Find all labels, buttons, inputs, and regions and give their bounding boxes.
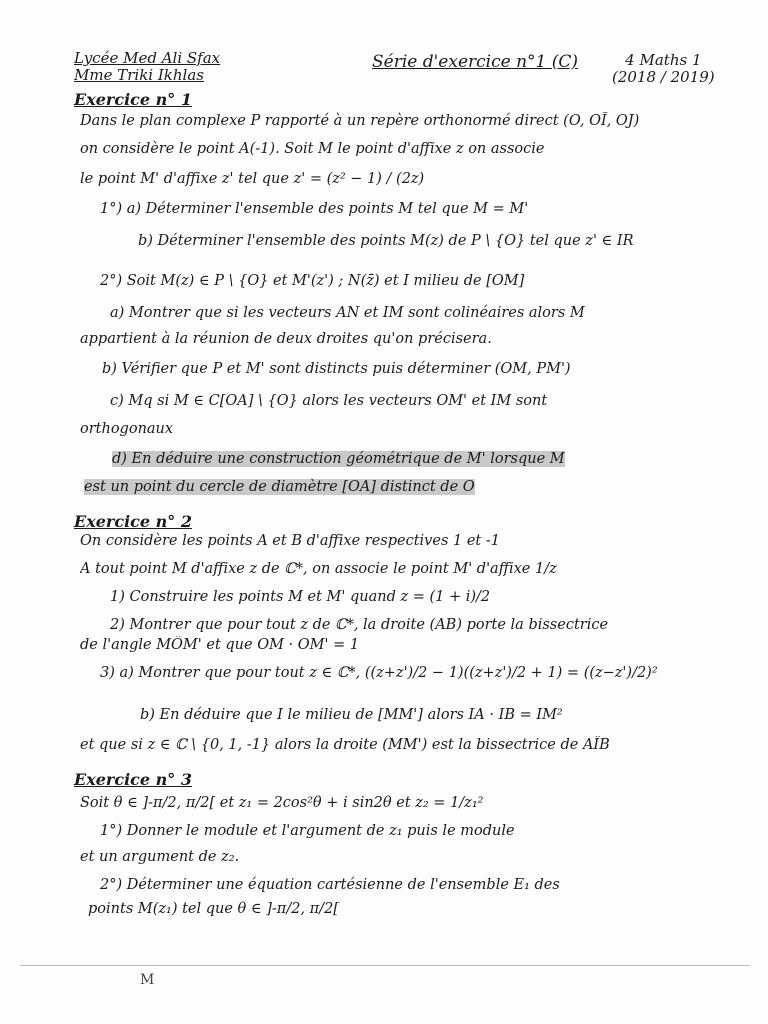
ex1-line-highlighted [84, 478, 744, 496]
exercise-1-title: Exercice n° 1 [74, 90, 192, 109]
ex2-line: 1) Construire les points M et M' quand z = (1 + i)/2 [110, 589, 491, 605]
ex2-line: On considère les points A et B d'affixe respectives 1 et -1 [80, 533, 500, 549]
ex2-line: b) En déduire que I le milieu de [MM'] alors IA · IB = IM² [140, 707, 563, 723]
ex2-line: 3) a) Montrer que pour tout z ∈ ℂ*, ((z+z')/2 − 1)((z+z')/2 + 1) = ((z−z')/2)² [100, 665, 658, 681]
ex1-line: on considère le point A(-1). Soit M le point d'affixe z on associe [80, 141, 545, 157]
highlighted-text: est un point du cercle de diamètre [OA] distinct de O [84, 479, 475, 495]
class-label: 4 Maths 1 [625, 51, 702, 69]
ex1-line: b) Déterminer l'ensemble des points M(z) de P \ {O} tel que z' ∈ IR [138, 233, 634, 249]
scan-divider-line [20, 965, 750, 966]
school-name: Lycée Med Ali Sfax [74, 49, 221, 67]
ex1-line: 1°) a) Déterminer l'ensemble des points M tel que M = M' [100, 201, 529, 217]
ex2-line: A tout point M d'affixe z de ℂ*, on associe le point M' d'affixe 1/z [80, 561, 557, 577]
school-year: (2018 / 2019) [612, 68, 715, 86]
ex1-line: le point M' d'affixe z' tel que z' = (z² − 1) / (2z) [80, 171, 425, 187]
highlighted-text: d) En déduire une construction géométrique de M' lorsque M [112, 451, 565, 467]
ex1-line: a) Montrer que si les vecteurs AN et IM sont colinéaires alors M [110, 305, 585, 321]
footer-mark: M [140, 972, 155, 988]
exercise-2-title: Exercice n° 2 [74, 512, 192, 531]
ex1-line: orthogonaux [80, 421, 174, 437]
ex1-line: b) Vérifier que P et M' sont distincts puis déterminer (OM, PM') [102, 361, 571, 377]
ex1-line: appartient à la réunion de deux droites qu'on précisera. [80, 331, 492, 347]
ex1-line: Dans le plan complexe P rapporté à un repère orthonormé direct (O, OĪ, OJ) [80, 113, 640, 129]
header-right [612, 52, 715, 86]
ex3-line: Soit θ ∈ ]-π/2, π/2[ et z₁ = 2cos²θ + i sin2θ et z₂ = 1/z₁² [80, 795, 484, 811]
exercise-3-title: Exercice n° 3 [74, 770, 192, 789]
ex2-line: et que si z ∈ ℂ \ {0, 1, -1} alors la droite (MM') est la bissectrice de AÎB [80, 737, 610, 753]
ex3-line: 2°) Déterminer une équation cartésienne de l'ensemble E₁ des [100, 877, 560, 893]
ex3-line: et un argument de z₂. [80, 849, 240, 865]
ex2-line: de l'angle MÔM' et que OM · OM' = 1 [80, 637, 360, 653]
series-title: Série d'exercice n°1 (C) [372, 52, 579, 72]
ex1-line: c) Mq si M ∈ C[OA] \ {O} alors les vecteurs OM' et IM sont [110, 393, 548, 409]
ex3-line: 1°) Donner le module et l'argument de z₁ puis le module [100, 823, 515, 839]
ex1-line-highlighted [112, 450, 768, 468]
teacher-name: Mme Triki Ikhlas [74, 66, 204, 84]
ex1-line: 2°) Soit M(z) ∈ P \ {O} et M'(z') ; N(z̄) et I milieu de [OM] [100, 273, 525, 289]
ex3-line: points M(z₁) tel que θ ∈ ]-π/2, π/2[ [88, 901, 339, 917]
ex2-line: 2) Montrer que pour tout z de ℂ*, la droite (AB) porte la bissectrice [110, 617, 609, 633]
header-left [74, 50, 220, 84]
